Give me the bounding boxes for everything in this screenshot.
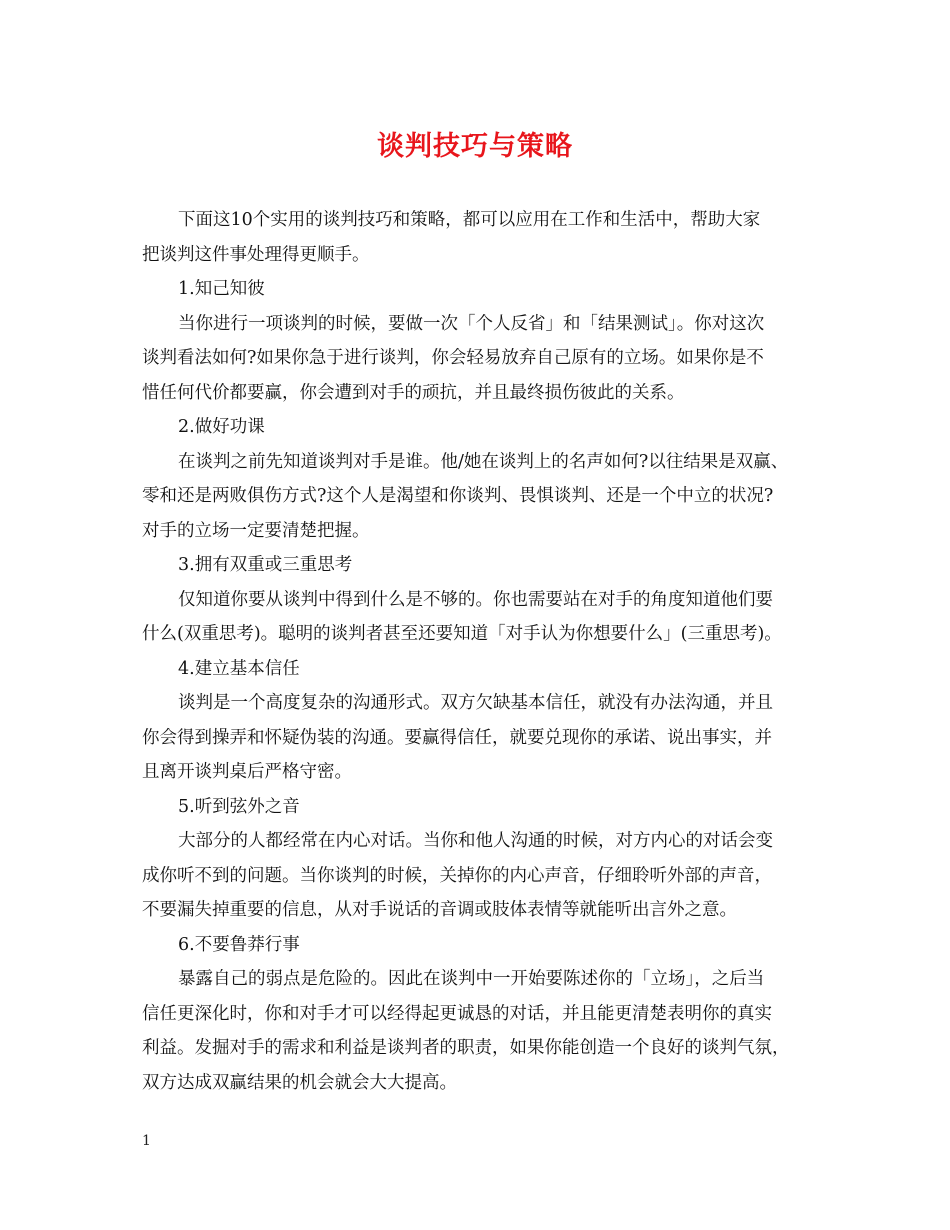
section-paragraph-6 bbox=[142, 962, 812, 1100]
section-paragraph-4 bbox=[142, 686, 812, 790]
paragraph-line: 什么(双重思考)。聪明的谈判者甚至还要知道「对手认为你想要什么」(三重思考)。 bbox=[142, 624, 782, 644]
paragraph-line: 不要漏失掉重要的信息，从对手说话的音调或肢体表情等就能听出言外之意。 bbox=[142, 900, 737, 920]
paragraph-line: 谈判是一个高度复杂的沟通形式。双方欠缺基本信任，就没有办法沟通，并且 bbox=[178, 693, 773, 713]
paragraph-line: 对手的立场一定要清楚把握。 bbox=[142, 520, 370, 541]
paragraph-line: 谈判看法如何?如果你急于进行谈判，你会轻易放弃自己原有的立场。如果你是不 bbox=[142, 348, 764, 368]
page-number: 1 bbox=[142, 1133, 151, 1149]
section-paragraph-3 bbox=[142, 583, 812, 652]
paragraph-line: 且离开谈判桌后严格守密。 bbox=[142, 762, 352, 782]
section-heading-3: 3.拥有双重或三重思考 bbox=[178, 555, 353, 575]
intro-line: 把谈判这件事处理得更顺手。 bbox=[142, 244, 370, 265]
section-heading-2: 2.做好功课 bbox=[178, 417, 265, 437]
paragraph-line: 当你进行一项谈判的时候，要做一次「个人反省」和「结果测试」。你对这次 bbox=[178, 313, 765, 334]
section-heading-5: 5.听到弦外之音 bbox=[178, 796, 300, 817]
paragraph-line: 暴露自己的弱点是危险的。因此在谈判中一开始要陈述你的「立场」，之后当 bbox=[178, 969, 765, 989]
paragraph-line: 你会得到操弄和怀疑伪装的沟通。要赢得信任，就要兑现你的承诺、说出事实，并 bbox=[142, 727, 772, 748]
paragraph-line: 大部分的人都经常在内心对话。当你和他人沟通的时候，对方内心的对话会变 bbox=[178, 831, 773, 851]
section-paragraph-5 bbox=[142, 824, 812, 928]
document-body bbox=[142, 203, 812, 1100]
paragraph-line: 双方达成双赢结果的机会就会大大提高。 bbox=[142, 1072, 457, 1093]
section-heading-6: 6.不要鲁莽行事 bbox=[178, 934, 300, 955]
intro-line: 下面这10个实用的谈判技巧和策略，都可以应用在工作和生活中，帮助大家 bbox=[178, 210, 761, 230]
paragraph-line: 仅知道你要从谈判中得到什么是不够的。你也需要站在对手的角度知道他们要 bbox=[178, 589, 773, 610]
section-paragraph-2 bbox=[142, 445, 812, 549]
section-heading-1: 1.知己知彼 bbox=[178, 279, 265, 299]
section-heading-4: 4.建立基本信任 bbox=[178, 658, 300, 679]
paragraph-line: 利益。发掘对手的需求和利益是谈判者的职责，如果你能创造一个良好的谈判气氛， bbox=[142, 1038, 790, 1058]
document-title: 谈判技巧与策略 bbox=[377, 131, 573, 162]
paragraph-line: 惜任何代价都要赢，你会遭到对手的顽抗，并且最终损伤彼此的关系。 bbox=[142, 382, 685, 403]
paragraph-line: 信任更深化时，你和对手才可以经得起更诚恳的对话，并且能更清楚表明你的真实 bbox=[142, 1003, 772, 1024]
section-paragraph-1 bbox=[142, 307, 812, 411]
intro-paragraph bbox=[142, 203, 812, 272]
paragraph-line: 零和还是两败俱伤方式?这个人是渴望和你谈判、畏惧谈判、还是一个中立的状况? bbox=[142, 486, 774, 506]
paragraph-line: 在谈判之前先知道谈判对手是谁。他/她在谈判上的名声如何?以往结果是双赢、 bbox=[178, 451, 789, 472]
paragraph-line: 成你听不到的问题。当你谈判的时候，关掉你的内心声音，仔细聆听外部的声音， bbox=[142, 865, 772, 886]
